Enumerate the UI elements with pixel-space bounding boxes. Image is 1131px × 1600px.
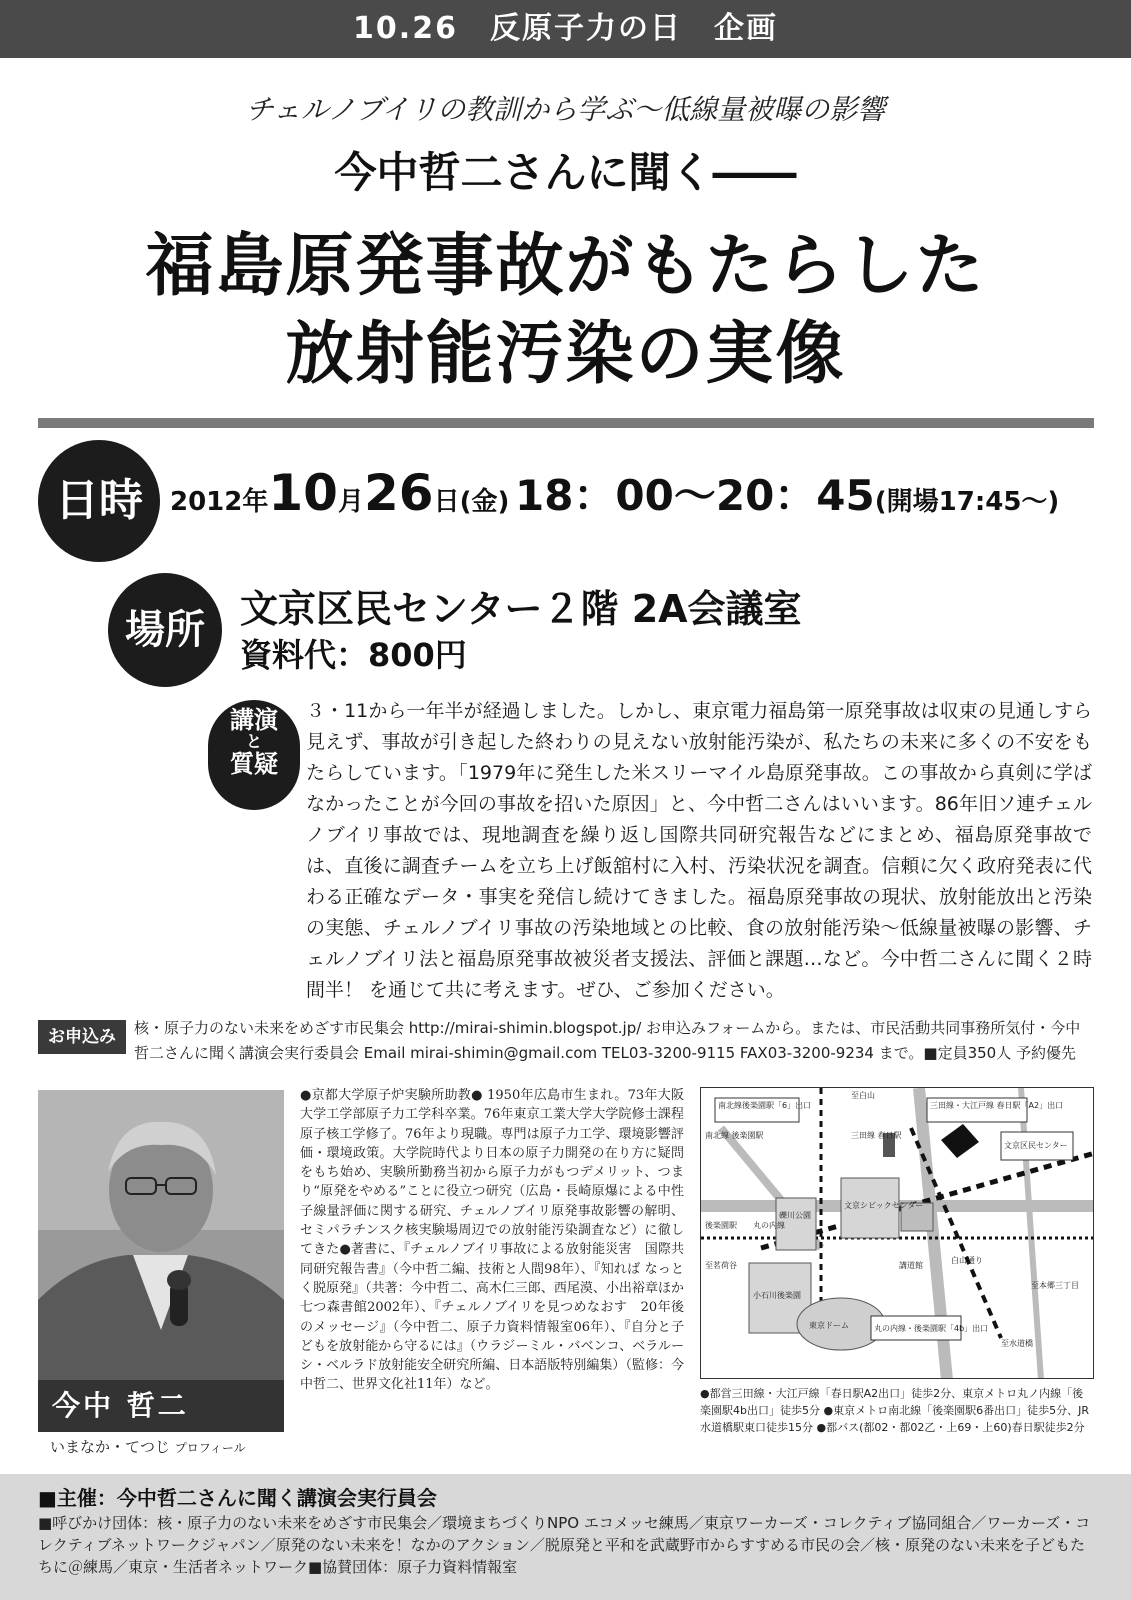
footer-callers: ■呼びかけ団体：核・原子力のない未来をめざす市民集会／環境まちづくりNPO エコメッセ練馬／東京ワーカーズ・コレクティブ協同組合／ワーカーズ・コレクティブネットワークジャパン／原発のない未来を！なかのアクション／脱原発と平和を武蔵野市からすすめる市民の会／核・原発のない未来を子どもたちに＠練馬／東京・生活者ネットワーク■協賛団体：原子力資料情報室 [38, 1514, 1091, 1576]
event-time: 18：00～20：45 [514, 471, 875, 520]
map-label-center: 文京区民センター [1004, 1141, 1068, 1150]
map-label-korakuen-station: 後楽園駅 [705, 1221, 737, 1230]
event-weekday: (金) [459, 487, 510, 517]
speaker-photo [38, 1090, 284, 1380]
speaker-bio: ●京都大学原子炉実験所助教● 1950年広島市生まれ。73年大阪大学工学部原子力工学科卒業。76年東京工業大学大学院修士課程原子核工学修了。76年より現職。専門は原子力工学、環境影響評価・環境政策。大学院時代より日本の原子力開発の在り方に疑問をもち始め、実験所勤務当初から原子力がもつデメリット、つまり“原発をやめる”ことに役立つ研究（広島・長崎原爆による中性子線量評価に関する研究、チェルノブイリ原発事故影響の解明、セミパラチンスク核実験場周辺での放射能汚染調査など）に徹してきた●著書に、『チェルノブイリ事故による放射能災害 国際共同研究報告書』（今中哲二編、技術と人間98年）、『知れば なっとく脱原発』（共著：今中哲二、高木仁三郎、西尾漠、小出裕章ほか 七つ森書館2002年）、『チェルノブイリを見つめなおす 20年後のメッセージ』（今中哲二、原子力資料情報室06年）、『自分と子どもを放射能から守るには』（ウラジーミル・バベンコ、ベラルーシ・ベルラド放射能安全研究所編、日本語版特別編集）（監修：今中哲二、世界文化社11年）など。 [300, 1088, 698, 1393]
footer-organizer: ■主催：今中哲二さんに聞く講演会実行員会 [38, 1486, 437, 1510]
map-label-exit-4b: 丸の内線・後楽園駅「4b」出口 [874, 1324, 989, 1333]
event-subtitle: チェルノブイリの教訓から学ぶ～低線量被曝の影響 [245, 93, 886, 126]
event-fee: 資料代：800円 [240, 636, 467, 674]
talk-label-mid: と [245, 732, 262, 751]
map-label-to-hongo: 至本郷三丁目 [1031, 1281, 1079, 1290]
header-banner: 10.26 反原子力の日 企画 [0, 0, 1131, 58]
event-month: 10 [268, 464, 338, 522]
profile-label: プロフィール [174, 1441, 246, 1455]
apply-details: 核・原子力のない未来をめざす市民集会 http://mirai-shimin.blogspot.jp/ お申込みフォームから。または、市民活動共同事務所気付・今中哲二さんに聞く講演会実行委員会 Email mirai-shimin@gmail.com TEL03-3200-9115 FAX03-3200-9234 まで。■定員350人 予約優先 [134, 1019, 1081, 1062]
section-divider [38, 418, 1094, 428]
event-lead: 今中哲二さんに聞く―― [334, 148, 797, 197]
map-label-shiroyama: 至白山 [851, 1091, 875, 1100]
map-label-mita-station: 三田線 春日駅 [851, 1131, 902, 1140]
headline-line-2: 放射能汚染の実像 [285, 315, 846, 394]
map-label-marunouchi: 丸の内線 [753, 1221, 785, 1230]
apply-label: お申込み [38, 1020, 126, 1054]
speaker-name: 今中 哲二 [38, 1380, 284, 1432]
access-map [700, 1087, 1094, 1379]
talk-label-bottom: 質疑 [230, 750, 278, 778]
map-label-to-myogadani: 至茗荷谷 [705, 1261, 737, 1270]
event-datetime [170, 463, 1059, 523]
event-venue: 文京区民センター２階 2A会議室 [240, 587, 802, 631]
map-label-mita-exit: 三田線・大江戸線 春日駅「A2」出口 [930, 1101, 1064, 1110]
talk-label-top: 講演 [230, 706, 278, 734]
map-label-namboku-exit: 南北線後楽園駅「6」出口 [718, 1101, 812, 1110]
event-day: 26 [364, 464, 434, 522]
event-year: 2012 [170, 487, 243, 517]
speaker-portrait-image [38, 1090, 284, 1380]
date-label-badge: 日時 [38, 440, 160, 562]
talk-label-badge [208, 700, 300, 810]
access-note: ●都営三田線・大江戸線「春日駅A2出口」徒歩2分、東京メトロ丸ノ内線「後楽園駅4b出口」徒歩5分 ●東京メトロ南北線「後楽園駅6番出口」徒歩5分、JR水道橋駅東口徒歩15分 ●都バス(都02・都02乙・上69・上60)春日駅徒歩2分 [700, 1387, 1089, 1434]
event-month-unit: 月 [337, 487, 364, 517]
map-label-reisen-park: 礫川公園 [779, 1211, 811, 1220]
headline-line-1: 福島原発事故がもたらした [145, 227, 986, 306]
event-year-unit: 年 [242, 487, 269, 517]
event-day-unit: 日 [433, 487, 460, 517]
map-label-koishikawa: 小石川後楽園 [753, 1291, 801, 1300]
access-map-drawing [701, 1088, 1094, 1379]
event-description: ３・11から一年半が経過しました。しかし、東京電力福島第一原発事故は収束の見通しすら見えず、事故が引き起した終わりの見えない放射能汚染が、私たちの未来に多くの不安をもたらしています。「1979年に発生した米スリーマイル島原発事故。この事故から真剣に学ばなかったことが今回の事故を招いた原因」と、今中哲二さんはいいます。86年旧ソ連チェルノブイリ事故では、現地調査を繰り返し国際共同研究報告などにまとめ、福島原発事故では、直後に調査チームを立ち上げ飯舘村に入村、汚染状況を調査。信頼に欠く政府発表に代わる正確なデータ・事実を発信し続けてきました。福島原発事故の現状、放射能放出と汚染の実態、チェルノブイリ事故の汚染地域との比較、食の放射能汚染～低線量被曝の影響、チェルノブイリ法と福島原発事故被災者支援法、評価と課題…など。今中哲二さんに聞く２時間半！ を通じて共に考えます。ぜひ、ご参加ください。 [306, 700, 1092, 1001]
map-label-to-suidobashi: 至水道橋 [1001, 1339, 1033, 1348]
map-label-namboku-station: 南北線 後楽園駅 [705, 1131, 764, 1140]
speaker-reading-kana: いまなか・てつじ [50, 1438, 171, 1456]
map-label-kodokan: 講道館 [899, 1261, 923, 1270]
map-label-civic-center: 文京シビックセンター [844, 1201, 924, 1210]
speaker-reading [50, 1436, 246, 1457]
event-doors: (開場17:45～) [874, 487, 1060, 517]
map-label-tokyo-dome: 東京ドーム [809, 1321, 849, 1330]
map-label-hakusan-dori: 白山通り [951, 1256, 983, 1265]
place-label-badge: 場所 [108, 573, 222, 687]
